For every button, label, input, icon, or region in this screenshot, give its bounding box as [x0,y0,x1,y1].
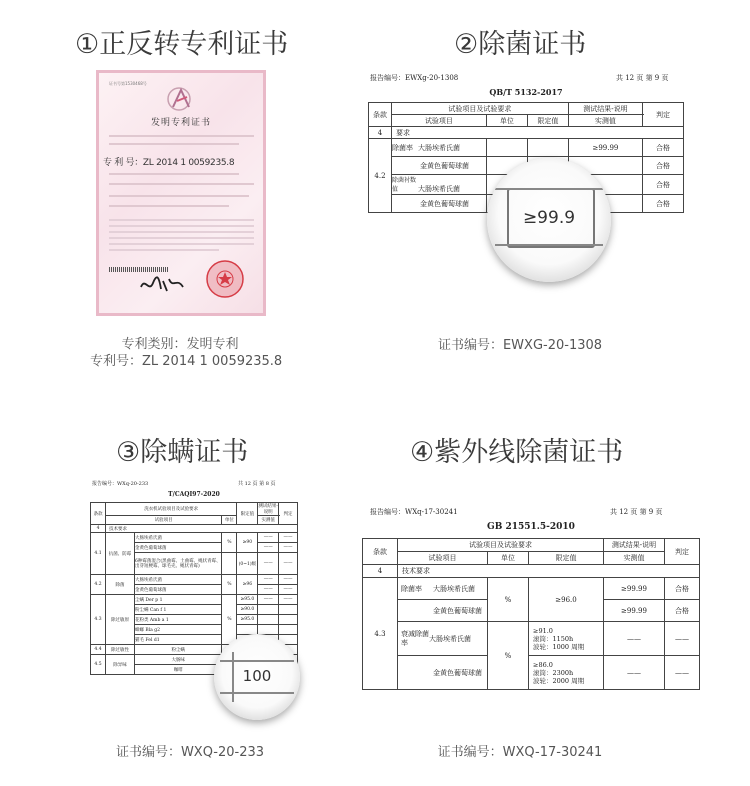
result-table: 条款 洗衣机试验项目及试验要求 限定值 测试结果-说明 判定 试验项目 单位 实测值 4 技术要求 4.1 抗菌、防霉 大肠埃希氏菌 % ≥90 —— —— 金黄色葡萄球菌 —— —— 6种霉菌混合(黑曲霉、土曲霉、绳状青霉、出芽短梗霉、球毛壳、绳状青霉) (0~1)级 —— —— 4.2 除菌 大肠埃希氏菌 % ≥96 —— —— 金黄色葡萄球菌 —— —— 4.3 除过敏原 尘螨 Der p 1 % ≥95.0 —— —— 粉尘螨 Can f 1 ≥90.0 花粉类 Amb a 1 ≥95.0 蟑螂 Bla g2 猫毛 Fel d1 4.4 除过敏性 粉尘螨 4.5 除异味 大肠味 咖啡 [90,502,298,675]
standard-code: GB 21551.5-2010 [487,522,575,532]
section-title-anti-mite: ③除螨证书 [116,437,249,468]
patent-category-caption: 专利类别：发明专利 [121,337,239,352]
report-number: 报告编号：WXq-20-233 [92,481,149,487]
zoomed-value: 100 [242,667,272,685]
signature-icon [137,273,187,295]
uv-caption: 证书编号：WXQ-17-30241 [437,745,603,760]
antibacterial-caption: 证书编号：EWXG-20-1308 [437,338,603,353]
result-table: 条款 试验项目及试验要求 测试结果-说明 判定 试验项目 单位 限定值 实测值 4 技术要求 4.3 除菌率 大肠埃希氏菌 % ≥96.0 ≥99.99 合格 金黄色葡萄球菌 ≥99.99 合格 衰减除菌率 大肠埃希氏菌 % ≥91.0 滚筒：1150h 波轮：1000 周期 —— —— 金黄色葡萄球菌 ≥86.0 滚筒：2300h 波轮：2000 周期 —— —— [362,538,700,690]
magnifier-lens [214,634,300,720]
standard-code: T/CAQI97-2020 [168,491,220,498]
section-title-patent: ①正反转专利证书 [75,29,289,60]
anti-mite-caption: 证书编号：WXQ-20-233 [115,745,265,760]
official-seal-icon [205,259,245,299]
section-title-uv: ④紫外线除菌证书 [410,437,624,468]
antibacterial-certificate [366,70,686,320]
page-count: 共 12 页 第 8 页 [238,481,276,487]
standard-code: QB/T 5132-2017 [489,87,563,97]
anti-mite-certificate [88,476,300,720]
uv-certificate [360,502,702,708]
page-count: 共 12 页 第 9 页 [616,74,669,82]
patent-number-line: 专 利 号：ZL 2014 1 0059235.8 [103,158,235,168]
patent-certificate-image [96,70,266,316]
section-title-antibacterial: ②除菌证书 [454,29,587,60]
patent-certificate-number: 证书号第1530468号 [109,81,147,86]
report-number: 报告编号：EWXg-20-1308 [370,74,459,82]
zoomed-value: ≥99.9 [522,208,576,228]
patent-heading: 发明专利证书 [150,118,211,128]
patent-logo-icon [165,85,197,113]
patent-number-caption: 专利号：ZL 2014 1 0059235.8 [90,354,283,369]
report-number: 报告编号：WXq-17-30241 [370,508,458,516]
page-count: 共 12 页 第 9 页 [610,508,663,516]
result-table: 条款 试验项目及试验要求 测试结果-说明 判定 试验项目 单位 限定值 实测值 4 要求 4.2 除菌率 大肠埃希氏菌 ≥99.99 合格 金黄色葡萄球菌 合格 除菌衬数值 大肠埃希氏菌 合格 金黄色葡萄球菌 合格 [368,102,684,213]
magnifier-lens [487,158,611,282]
